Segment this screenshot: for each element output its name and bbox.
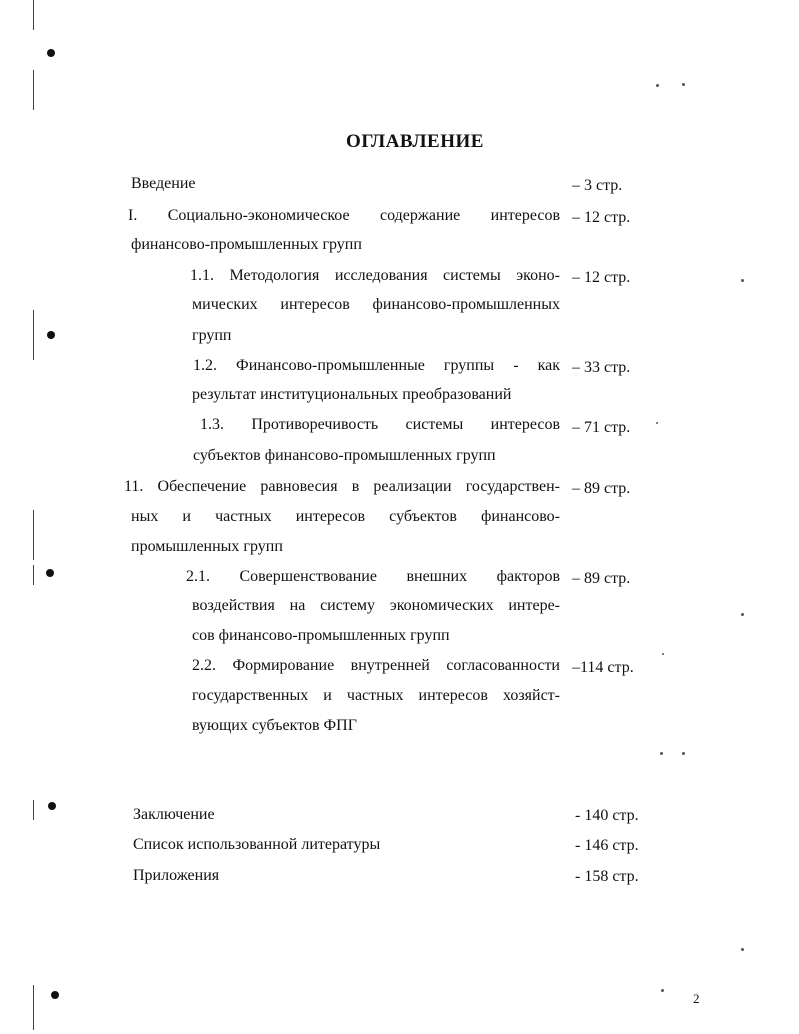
toc-entry-title-cont: государственных и частных интересов хозяйст- (192, 687, 560, 704)
toc-page-ref: - 158 стр. (575, 868, 639, 885)
toc-page-ref: – 33 стр. (572, 359, 631, 376)
scan-speck (741, 948, 744, 951)
toc-page-ref: – 3 стр. (572, 177, 623, 194)
margin-rule (33, 0, 34, 30)
toc-entry-title: Приложения (133, 867, 220, 884)
toc-entry-title: 2.1. Совершенствование внешних факторов (186, 568, 560, 585)
scan-speck (741, 613, 744, 616)
toc-entry-title: I. Социально-экономическое содержание интересов (128, 207, 560, 224)
toc-page-ref: - 140 стр. (575, 807, 639, 824)
margin-rule (33, 70, 34, 110)
scan-speck (656, 422, 658, 424)
toc-entry-title-cont: сов финансово-промышленных групп (192, 627, 450, 644)
binding-hole-dot (48, 802, 56, 810)
binding-hole-dot (46, 569, 54, 577)
toc-entry-title: Введение (131, 175, 196, 192)
toc-page-ref: - 146 стр. (575, 837, 639, 854)
toc-heading: ОГЛАВЛЕНИЕ (346, 131, 484, 152)
toc-entry-title-cont: воздействия на систему экономических интере- (192, 597, 560, 614)
toc-entry-title-cont: финансово-промышленных групп (131, 236, 362, 253)
toc-entry-title-cont: субъектов финансово-промышленных групп (193, 447, 496, 464)
toc-entry-title-cont: промышленных групп (131, 538, 283, 555)
margin-rule (33, 510, 34, 560)
toc-page-ref: –114 стр. (572, 659, 634, 676)
toc-page-ref: – 89 стр. (572, 480, 631, 497)
scan-speck (661, 989, 664, 992)
toc-entry-title: 1.2. Финансово-промышленные группы - как (193, 357, 560, 374)
margin-rule (33, 985, 34, 1030)
toc-entry-title-cont: результат институциональных преобразований (192, 386, 512, 403)
margin-rule (33, 565, 34, 585)
toc-entry-title-cont: групп (192, 327, 232, 344)
binding-hole-dot (51, 991, 59, 999)
binding-hole-dot (47, 49, 55, 57)
toc-entry-title: 1.1. Методология исследования системы эконо- (190, 267, 560, 284)
toc-page-ref: – 89 стр. (572, 570, 631, 587)
scan-speck (660, 752, 663, 755)
toc-page-ref: – 71 стр. (572, 419, 631, 436)
scan-speck (741, 279, 744, 282)
toc-entry-title: 1.3. Противоречивость системы интересов (200, 416, 560, 433)
binding-hole-dot (47, 331, 55, 339)
toc-page-ref: – 12 стр. (572, 269, 631, 286)
margin-rule (33, 800, 34, 820)
toc-entry-title: Список использованной литературы (133, 836, 381, 853)
page-number: 2 (693, 991, 700, 1006)
scan-speck (682, 83, 685, 86)
toc-entry-title-cont: ных и частных интересов субъектов финансово- (131, 508, 560, 525)
margin-rule (33, 310, 34, 360)
toc-entry-title: Заключение (133, 806, 215, 823)
scan-speck (662, 653, 664, 655)
scan-speck (682, 752, 685, 755)
scan-speck (656, 84, 659, 87)
toc-page-ref: – 12 стр. (572, 209, 631, 226)
toc-entry-title: 11. Обеспечение равновесия в реализации государствен- (124, 478, 560, 495)
toc-entry-title-cont: мических интересов финансово-промышленных (192, 296, 560, 313)
toc-entry-title: 2.2. Формирование внутренней согласованности (192, 657, 560, 674)
toc-entry-title-cont: вующих субъектов ФПГ (192, 717, 357, 734)
